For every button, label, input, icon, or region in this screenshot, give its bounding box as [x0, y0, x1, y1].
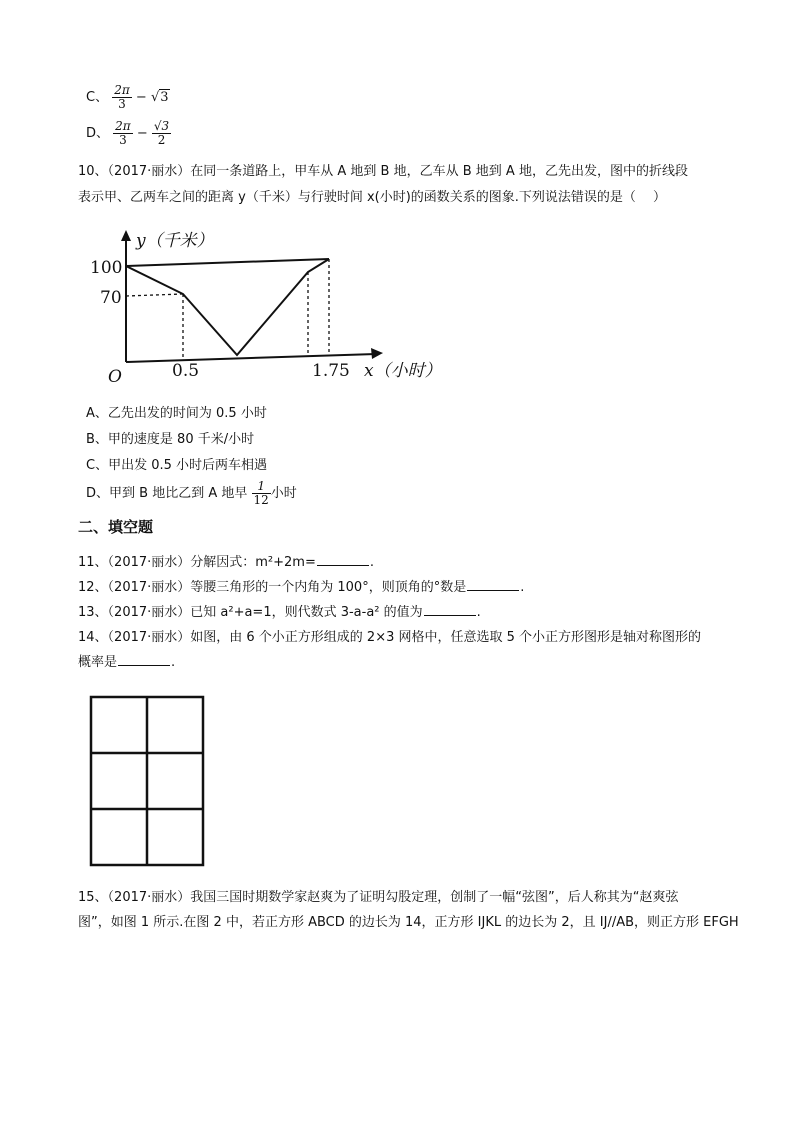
- answer-blank: [118, 664, 170, 666]
- option-d-prev: [86, 120, 171, 147]
- q14-text: 概率是: [78, 655, 118, 670]
- q10-option-a: A、乙先出发的时间为 0.5 小时: [86, 406, 267, 421]
- fraction: [252, 480, 271, 507]
- x-tick-1-75: 1.75: [312, 361, 350, 381]
- origin-label: O: [108, 367, 122, 387]
- y-tick-100: 100: [90, 258, 123, 278]
- q10-option-b: B、甲的速度是 80 千米/小时: [86, 432, 255, 447]
- q13: [78, 601, 481, 620]
- fraction-denominator: 3: [119, 133, 127, 147]
- y-tick-70: 70: [100, 288, 122, 308]
- minus-sign: −: [135, 90, 147, 105]
- y-axis-label: y（千米）: [136, 231, 214, 251]
- fraction-numerator: 2π: [115, 119, 131, 133]
- fraction: [113, 120, 133, 147]
- answer-blank: [424, 614, 476, 616]
- option-text: D、甲到 B 地比乙到 A 地早: [86, 486, 248, 501]
- x-tick-0-5: 0.5: [172, 361, 200, 381]
- q11: [78, 551, 374, 570]
- q15-line1: 15、（2017·丽水）我国三国时期数学家赵爽为了证明勾股定理，创制了一幅“弦图”，后人称其为“赵爽弦: [78, 890, 679, 905]
- q10-line2: 表示甲、乙两车之间的距离 y（千米）与行驶时间 x(小时)的函数关系的图象.下列说法错误的是（ ）: [78, 190, 667, 205]
- option-label: D、: [86, 126, 110, 141]
- fraction: [152, 120, 171, 147]
- guide-70: [126, 294, 183, 296]
- q12-text: 12、（2017·丽水）等腰三角形的一个内角为 100°，则顶角的°数是: [78, 580, 467, 595]
- q10-option-c: C、甲出发 0.5 小时后两车相遇: [86, 458, 268, 473]
- q13-end: .: [476, 605, 481, 620]
- distance-time-graph: [80, 222, 460, 387]
- option-label: C、: [86, 90, 109, 105]
- answer-blank: [317, 564, 369, 566]
- q14-end: .: [171, 655, 176, 670]
- radicand: 3: [160, 90, 169, 105]
- fraction-numerator: 2π: [114, 83, 130, 97]
- x-axis-label: x（小时）: [364, 361, 442, 381]
- q14-line1: 14、（2017·丽水）如图，由 6 个小正方形组成的 2×3 网格中，任意选取 5 个小正方形图形是轴对称图形的: [78, 630, 702, 645]
- q12: [78, 576, 524, 595]
- y-axis-arrow: [121, 230, 131, 241]
- q14-line2: [78, 651, 175, 670]
- q11-end: .: [369, 555, 374, 570]
- option-suffix: 小时: [270, 486, 297, 501]
- q11-text: 11、（2017·丽水）分解因式：m²+2m=: [78, 555, 316, 570]
- x-axis-arrow: [371, 348, 383, 359]
- fraction: [112, 84, 132, 111]
- section-title: 二、填空题: [78, 518, 154, 536]
- fraction-denominator: 2: [157, 133, 166, 147]
- q12-end: .: [520, 580, 525, 595]
- line-100: [126, 259, 329, 266]
- minus-sign: −: [136, 126, 148, 141]
- q10-option-d: [86, 480, 297, 507]
- q13-text: 13、（2017·丽水）已知 a²+a=1，则代数式 3-a-a² 的值为: [78, 605, 423, 620]
- fraction-numerator: 1: [252, 480, 271, 494]
- option-c-prev: [86, 84, 170, 111]
- grid-figure-2x3: [88, 694, 208, 870]
- q10-line1: 10、（2017·丽水）在同一条道路上，甲车从 A 地到 B 地，乙车从 B 地到 A 地，乙先出发，图中的折线段: [78, 164, 688, 179]
- answer-blank: [467, 589, 519, 591]
- fraction-numerator: √3: [153, 119, 170, 133]
- fraction-denominator: 12: [253, 493, 269, 507]
- square-root: √3: [150, 90, 169, 105]
- distance-polyline: [126, 259, 329, 355]
- fraction-denominator: 3: [118, 97, 126, 111]
- q15-line2: 图”，如图 1 所示.在图 2 中，若正方形 ABCD 的边长为 14，正方形 IJKL 的边长为 2，且 IJ//AB，则正方形 EFGH: [78, 915, 739, 930]
